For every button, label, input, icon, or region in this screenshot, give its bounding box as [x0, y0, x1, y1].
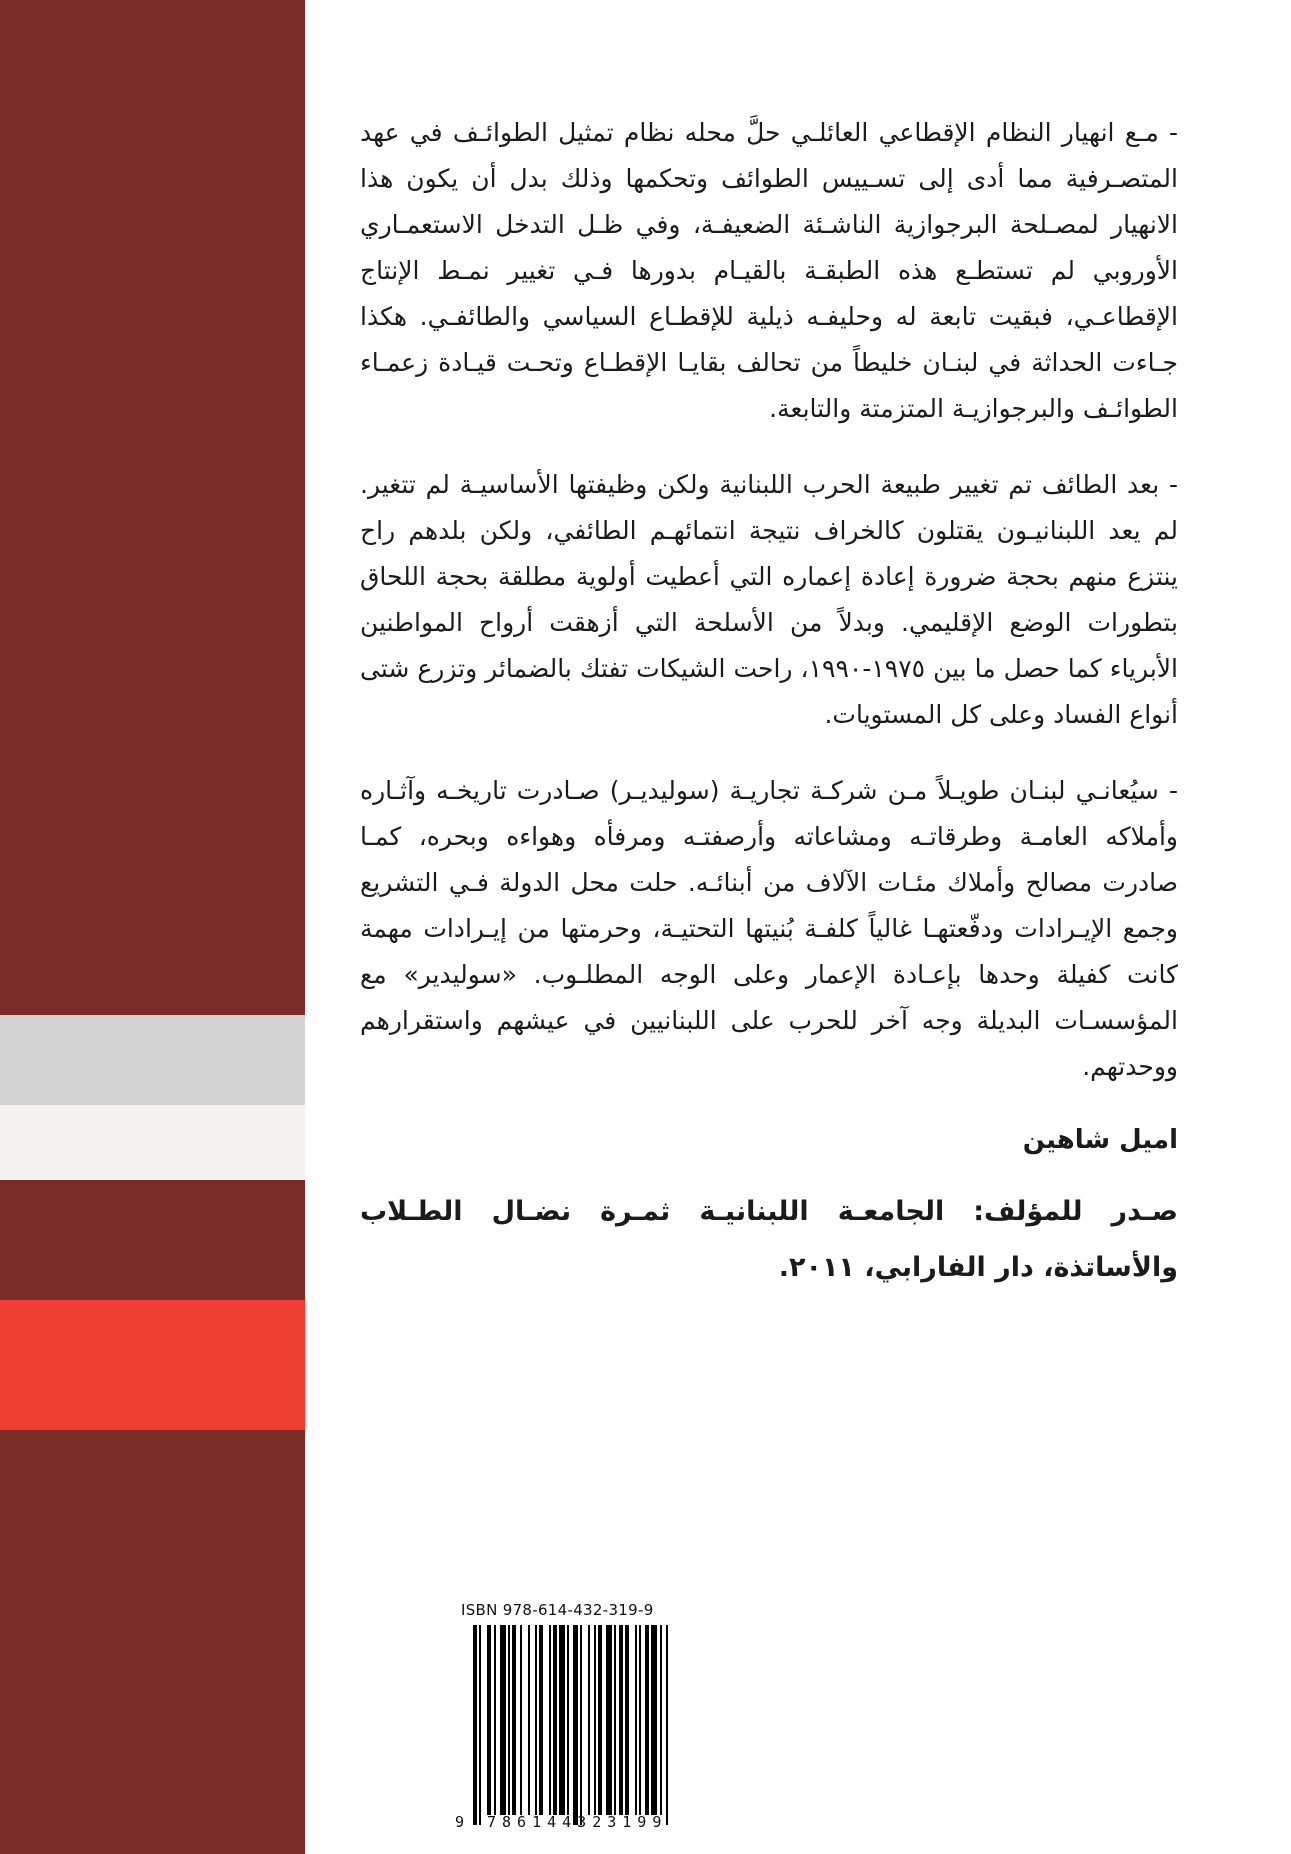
- barcode-bar: [588, 1625, 590, 1815]
- paragraph-2: - بعد الطائف تم تغيير طبيعة الحرب اللبنانية ولكن وظيفتها الأساسيـة لم تتغير. لم يعد اللبنانيـون يقتلون كالخراف نتيجة انتمائهـم الطائفي، ولكن بلدهم راح ينتزع منهم بحجة ضرورة إعادة إعماره التي أعطيت أولوية مطلقة بحجة اللحاق بتطورات الوضع الإقليمي. وبدلاً من الأسلحة التي أزهقت أرواح المواطنين الأبرياء كما حصل ما بين ١٩٧٥-١٩٩٠، راحت الشيكات تفتك بالضمائر وتزرع شتى أنواع الفساد وعلى كل المستويات.: [360, 470, 1178, 729]
- spine-band-light: [0, 1105, 305, 1180]
- isbn-label: ISBN 978-614-432-319-9: [461, 1601, 654, 1619]
- barcode-bar: [660, 1625, 662, 1815]
- barcode-bar: [598, 1625, 602, 1815]
- barcode-bar: [635, 1625, 637, 1815]
- barcode-bar: [535, 1625, 537, 1815]
- barcode-bar: [553, 1625, 557, 1815]
- spine-band-dark-top: [0, 0, 305, 1015]
- barcode-bar: [666, 1625, 668, 1825]
- barcode-bar: [473, 1625, 477, 1825]
- paragraph-3: - سيُعانـي لبنـان طويـلاً مـن شركـة تجاريـة (سوليديـر) صـادرت تاريخـه وآثـاره وأملاكه العامـة وطرقاتـه ومشاعاته وأرصفتـه ومرفأه وهواءه وبحره، كمـا صادرت مصالح وأملاك مئـات الآلاف من أبنائـه. حلت محل الدولة فـي التشريع وجمع الإيـرادات ودفّعتهـا غالياً كلفـة بُنيتها التحتيـة، وحرمتها من إيـرادات مهمة كانت كفيلة وحدها بإعـادة الإعمار وعلى الوجه المطلـوب. «سوليدير» مع المؤسسـات البديلة وجه آخر للحرب على اللبنانيين في عيشهم واستقرارهم ووحدتهم.: [360, 776, 1178, 1081]
- spine-band-dark-bottom: [0, 1430, 305, 1854]
- barcode-bar: [549, 1625, 551, 1815]
- spine-band-gray: [0, 1015, 305, 1105]
- published-note: صـدر للمؤلف: الجامعـة اللبنانيـة ثمـرة نضـال الطـلاب والأساتذة، دار الفارابي، ٢٠١١.: [360, 1196, 1178, 1283]
- paragraph-1: - مـع انهيار النظام الإقطاعي العائلـي حلَّ محله نظام تمثيل الطوائـف في عهد المتصـرفية مما أدى إلى تسـييس الطوائف وتحكمها وذلك بدل أن يكون هذا الانهيار لمصـلحة البرجوازية الناشـئة الضعيفـة، وفي ظـل التدخل الاستعمـاري الأوروبي لم تستطـع هذه الطبقـة بالقيـام بدورها فـي تغيير نمـط الإنتاج الإقطاعـي، فبقيت تابعة له وحليفـه ذيلية للإقطـاع السياسي والطائفـي. هكذا جـاءت الحداثة في لبنـان خليطاً من تحالف بقايـا الإقطـاع وتحـت قيـادة زعمـاء الطوائـف والبرجوازيـة المتزمتة والتابعة.: [360, 118, 1178, 423]
- barcode-bar: [494, 1625, 496, 1815]
- barcode-bar: [619, 1625, 623, 1815]
- barcode-bar: [487, 1625, 491, 1815]
- barcode-bar: [520, 1625, 522, 1815]
- barcode-bar: [606, 1625, 612, 1815]
- barcode-first-digit: 9: [455, 1813, 465, 1831]
- barcode-bar: [645, 1625, 649, 1815]
- barcode-bar: [479, 1625, 481, 1825]
- cover-spine: [0, 0, 305, 1854]
- barcode-bar: [594, 1625, 596, 1815]
- barcode-bars: [473, 1625, 728, 1815]
- barcode-digits: 786144323199: [487, 1813, 668, 1831]
- author-name: اميل شاهين: [1022, 1125, 1178, 1155]
- barcode-bar: [559, 1625, 565, 1815]
- barcode: [451, 1601, 735, 1837]
- barcode-bar: [614, 1625, 616, 1815]
- barcode-bar: [512, 1625, 516, 1815]
- barcode-bar: [625, 1625, 629, 1815]
- barcode-bar: [500, 1625, 506, 1815]
- barcode-bar: [580, 1625, 582, 1825]
- spine-band-red: [0, 1300, 305, 1430]
- barcode-bar: [567, 1625, 569, 1815]
- back-cover-text: [360, 110, 1178, 1296]
- barcode-bar: [539, 1625, 543, 1815]
- barcode-bar: [508, 1625, 510, 1815]
- barcode-bar: [639, 1625, 641, 1815]
- barcode-bar: [528, 1625, 530, 1815]
- barcode-bar: [651, 1625, 657, 1815]
- barcode-bar: [573, 1625, 577, 1825]
- spine-band-dark-middle: [0, 1180, 305, 1300]
